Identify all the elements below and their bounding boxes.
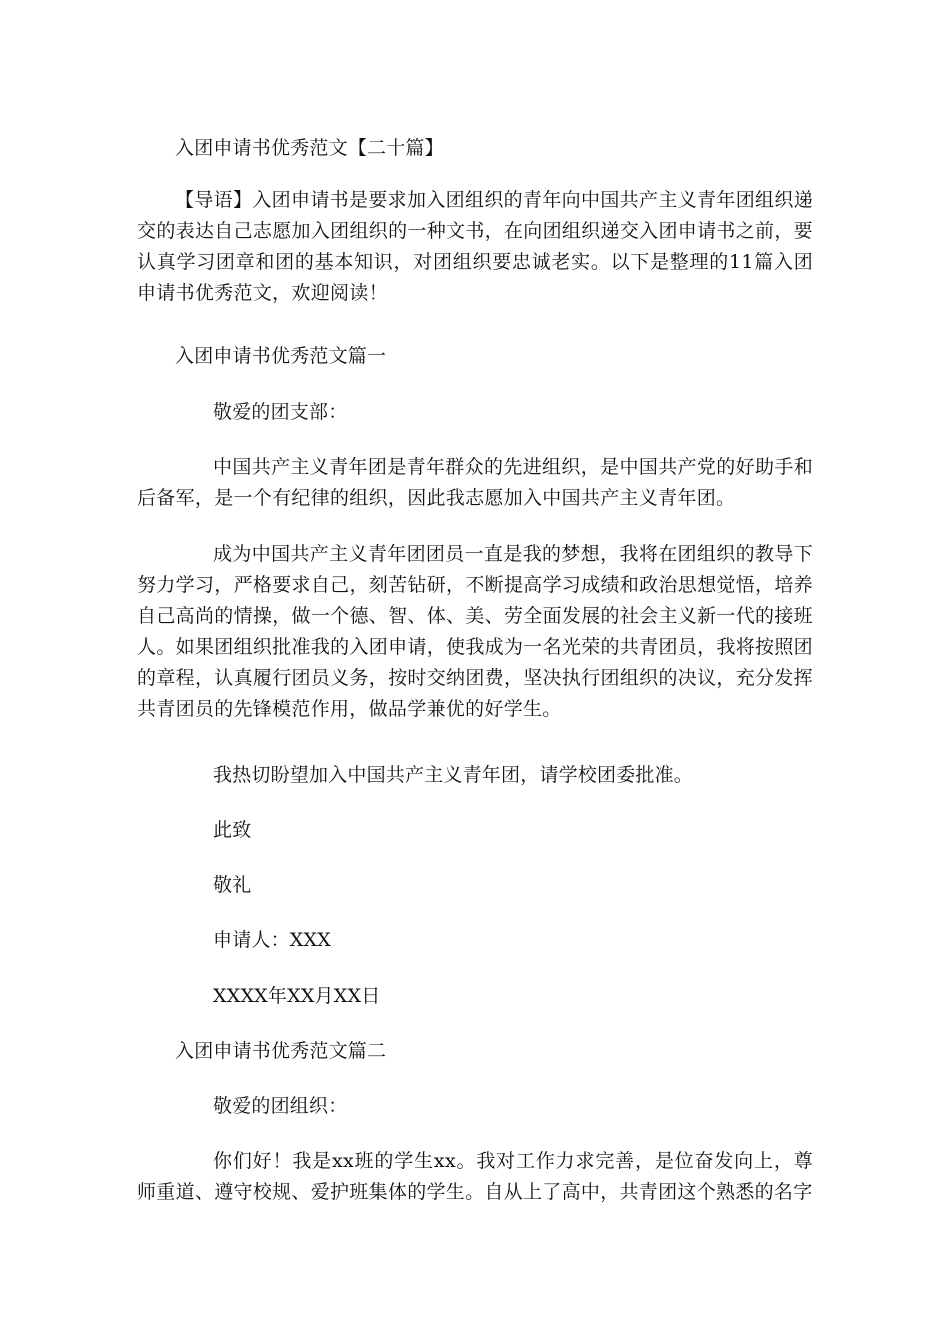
article1-paragraph-1: 中国共产主义青年团是青年群众的先进组织，是中国共产党的好助手和后备军，是一个有纪律的组织，因此我志愿加入中国共产主义青年团。 [137,456,813,509]
article1-closing-2: 敬礼 [213,874,252,896]
document-title: 入团申请书优秀范文【二十篇】 [175,137,444,159]
article1-heading: 入团申请书优秀范文篇一 [175,345,387,367]
article1-paragraph-2: 成为中国共产主义青年团团员一直是我的梦想，我将在团组织的教导下努力学习，严格要求自己，刻苦钻研，不断提高学习成绩和政治思想觉悟，培养自己高尚的情操，做一个德、智、体、美、劳全面发展的社会主义新一代的接班人。如果团组织批准我的入团申请，使我成为一名光荣的共青团员，我将按照团的章程，认真履行团员义务，按时交纳团费，坚决执行团组织的决议，充分发挥共青团员的先锋模范作用，做品学兼优的好学生。 [137,543,813,720]
article1-paragraph-3: 我热切盼望加入中国共产主义青年团，请学校团委批准。 [213,764,694,786]
article1-salutation: 敬爱的团支部： [213,401,348,423]
article2-paragraph-1: 你们好！我是xx班的学生xx。我对工作力求完善，是位奋发向上，尊师重道、遵守校规、爱护班集体的学生。自从上了高中，共青团这个熟悉的名字 [137,1150,813,1203]
intro-paragraph: 【导语】入团申请书是要求加入团组织的青年向中国共产主义青年团组织递交的表达自己志愿加入团组织的一种文书，在向团组织递交入团申请书之前，要认真学习团章和团的基本知识，对团组织要忠诚老实。以下是整理的11篇入团申请书优秀范文，欢迎阅读！ [137,189,813,304]
article1-date: XXXX年XX月XX日 [213,985,381,1007]
article1-closing-1: 此致 [213,819,252,841]
article1-applicant: 申请人：XXX [213,929,331,951]
article2-heading: 入团申请书优秀范文篇二 [175,1040,387,1062]
article2-salutation: 敬爱的团组织： [213,1095,348,1117]
